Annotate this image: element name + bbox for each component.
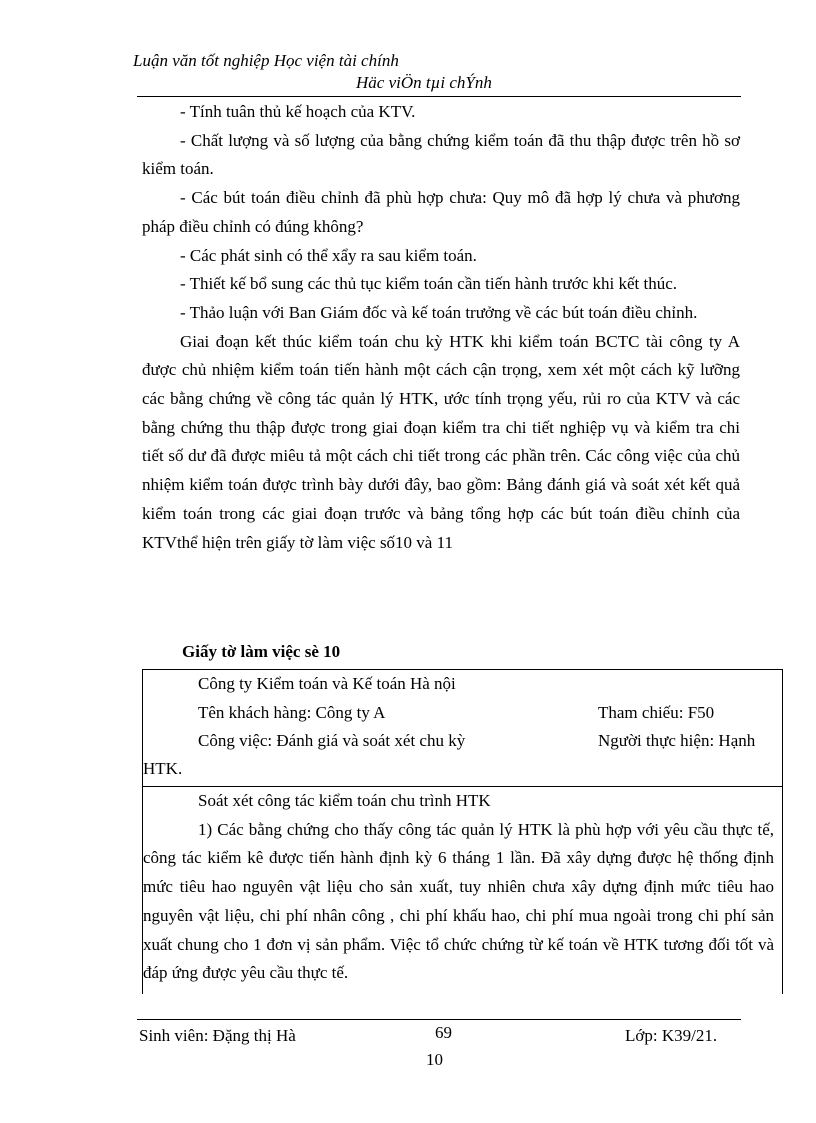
task-description: Công việc: Đánh giá và soát xét chu kỳ [198,731,466,750]
worksheet-review-section [143,787,782,994]
body-text [142,98,740,557]
footer-divider [137,1019,741,1020]
company-name: Công ty Kiểm toán và Kế toán Hà nội [198,674,456,693]
bullet-paragraph: - Thảo luận với Ban Giám đốc và kế toán trưởng về các bút toán điều chỉnh. [180,302,698,322]
worksheet-title: Giấy tờ làm việc sè 10 [182,642,341,661]
bullet-paragraph: - Các phát sinh có thể xẩy ra sau kiểm toán. [180,245,477,265]
summary-paragraph: Giai đoạn kết thúc kiểm toán chu kỳ HTK khi kiểm toán BCTC tài công ty A được chủ nhiệm kiểm toán tiến hành một cách cận trọng, xem xét một cách kỹ lưỡng các bằng chứng về công tác quản lý HTK, ước tính trọng yếu, rủi ro của KTV và các bằng chứng thu thập được trong giai đoạn kiểm tra chi tiết nghiệp vụ và kiểm tra chi tiết số dư đã được miêu tả một cách chi tiết trong các phần trên. Các công việc của chủ nhiệm kiểm toán được trình bày dưới đây, bao gồm: Bảng đánh giá và soát xét kết quả kiểm toán trong các giai đoạn trước và bảng tổng hợp các bút toán điều chỉnh của KTVthể hiện trên giấy tờ làm việc số10 và 11 [142,331,740,552]
worksheet-header-section [143,670,782,787]
review-point-1: 1) Các bằng chứng cho thấy công tác quản lý HTK là phù hợp với yêu cầu thực tế, công tác kiểm kê được tiến hành định kỳ 6 tháng 1 lần. Đã xây dựng được hệ thống định mức tiêu hao nguyên vật liệu cho sản xuất, tuy nhiên chưa xây dựng định mức tiêu hao nguyên vật liệu, chi phí nhân công , chi phí khấu hao, chi phí mua ngoài trong chi phí sản xuất chung cho 1 đơn vị sản phẩm. Việc tổ chức chứng từ kế toán về HTK tương đối tốt và đáp ứng được yêu cầu thực tế. [143,819,774,983]
header-divider [137,96,741,97]
header-subtitle: Häc viÖn tµi chÝnh [356,73,492,92]
bullet-paragraph: - Chất lượng và số lượng của bằng chứng kiểm toán đã thu thập được trên hồ sơ kiểm toán. [142,130,740,179]
bullet-paragraph: - Thiết kế bổ sung các thủ tục kiểm toán cần tiến hành trước khi kết thúc. [180,274,678,294]
header-title: Luận văn tốt nghiệp Học viện tài chính [133,51,399,70]
footer-class: Lớp: K39/21. [625,1026,718,1045]
bullet-paragraph: - Tính tuân thủ kế hoạch của KTV. [180,102,416,121]
bullet-paragraph: - Các bút toán điều chỉnh đã phù hợp chưa: Quy mô đã hợp lý chưa và phương pháp điều chỉnh có đúng không? [142,188,740,236]
task-description-continued: HTK. [143,759,183,778]
footer-page-number: 69 [435,1023,452,1042]
client-name: Tên khách hàng: Công ty A [198,703,386,722]
review-section-title: Soát xét công tác kiểm toán chu trình HTK [198,791,491,810]
reference-code: Tham chiếu: F50 [598,703,715,722]
footer-student: Sinh viên: Đặng thị Hà [139,1026,296,1045]
worksheet-box [142,669,783,994]
footer-sub-number: 10 [426,1050,443,1069]
performer-name: Người thực hiện: Hạnh [598,731,756,750]
